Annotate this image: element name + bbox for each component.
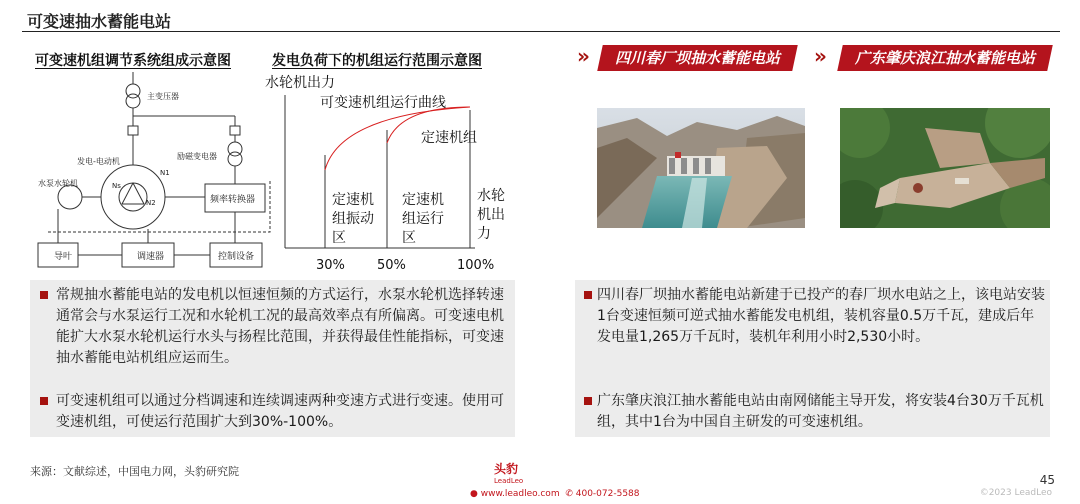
source-note: 来源：文献综述，中国电力网，头豹研究院 [30, 465, 239, 478]
station1-photo [597, 108, 805, 228]
station2-photo [840, 108, 1050, 228]
right-text-panel [575, 280, 1050, 437]
footer-phone: 400-072-5588 [575, 489, 640, 499]
right-bullet-1: 四川春厂坝抽水蓄能电站新建于已投产的春厂坝水电站之上，该电站安装1台变速恒频可逆式抽水蓄能发电机组，装机容量0.5万千瓦，建成后年发电量1,265万千瓦时，装机年利用小时2,530小时。 [597, 287, 1045, 345]
logo-subtext: LeadLeo [494, 477, 524, 485]
bullet-marker [40, 291, 48, 299]
web-icon: ● [470, 489, 478, 499]
n2-label: N2 [146, 199, 156, 207]
bullet-marker [584, 291, 592, 299]
frequency-converter-label: 频率转换器 [210, 195, 256, 205]
turbine-output-label: 水轮 机出 力 [477, 188, 505, 242]
bullet-marker [40, 397, 48, 405]
phone-icon: ✆ [562, 489, 573, 499]
bullet-marker [584, 397, 592, 405]
station2-banner: 广东肇庆浪江抽水蓄能电站 [837, 45, 1053, 71]
guide-vane-label: 导叶 [54, 252, 73, 262]
tick-100: 100% [457, 258, 495, 273]
footer-contact [470, 489, 640, 499]
left-text-panel [30, 280, 515, 437]
n1-label: N1 [160, 169, 170, 177]
copyright: ©2023 LeadLeo [979, 488, 1052, 498]
excitation-transformer-label: 励磁变电器 [177, 152, 217, 161]
tick-30: 30% [316, 258, 345, 273]
title-divider [22, 31, 1060, 32]
governor-label: 调速器 [137, 252, 165, 262]
motor-generator-label: 发电-电动机 [77, 157, 120, 166]
right-bullet-2: 广东肇庆浪江抽水蓄能电站由南网储能主导开发，将安装4台30万千瓦机组，其中1台为中国自主研发的可变速机组。 [597, 393, 1044, 430]
control-device-label: 控制设备 [218, 252, 255, 262]
main-transformer-label: 主变压器 [147, 92, 179, 101]
pump-turbine-label: 水泵水轮机 [38, 179, 78, 188]
leadleo-logo [494, 460, 523, 485]
footer-website[interactable]: www.leadleo.com [480, 489, 560, 499]
operation-zone-label: 定速机 组运行 区 [402, 192, 444, 246]
chevron-right-icon: » [577, 44, 590, 68]
fixed-speed-region-label: 定速机组 [421, 130, 477, 146]
curve-label: 可变速机组运行曲线 [320, 95, 446, 111]
diagram2-subtitle: 发电负荷下的机组运行范围示意图 [272, 53, 482, 69]
y-axis-label: 水轮机出力 [265, 75, 335, 91]
diagram1-subtitle: 可变速机组调节系统组成示意图 [35, 53, 231, 69]
left-bullet-2: 可变速机组可以通过分档调速和连续调速两种变速方式进行变速。使用可变速机组，可使运行范围扩大到30%-100%。 [56, 393, 504, 430]
station1-banner: 四川春厂坝抽水蓄能电站 [597, 45, 798, 71]
logo-text: 头豹 [494, 462, 519, 476]
page-title: 可变速抽水蓄能电站 [27, 12, 172, 31]
ns-label: Ns [112, 182, 121, 190]
tick-50: 50% [377, 258, 406, 273]
page-number: 45 [1039, 473, 1055, 487]
vibration-zone-label: 定速机 组振动 区 [332, 192, 374, 246]
chevron-right-icon: » [814, 44, 827, 68]
left-bullet-1: 常规抽水蓄能电站的发电机以恒速恒频的方式运行，水泵水轮机选择转速通常会与水泵运行工况和水轮机工况的最高效率点有所偏离。可变速电机能扩大水泵水轮机运行水头与扬程比范围，并获得最佳性能指标，可变速抽水蓄能电站机组应运而生。 [56, 287, 504, 366]
